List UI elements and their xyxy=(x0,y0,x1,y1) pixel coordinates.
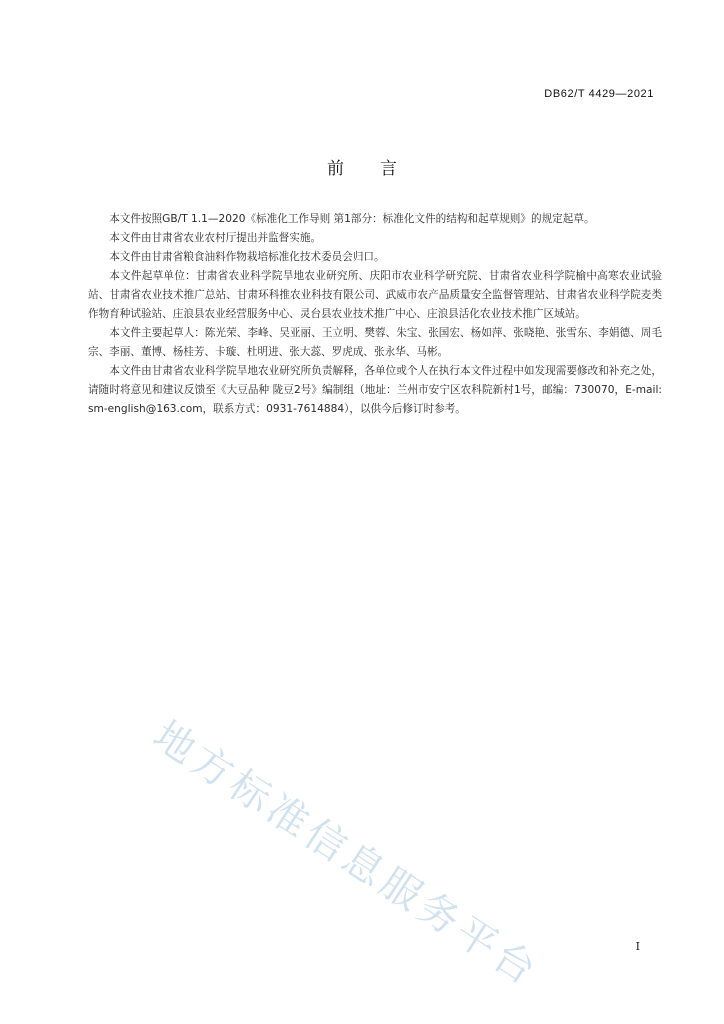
document-code: DB62/T 4429—2021 xyxy=(544,88,654,100)
paragraph-technical-committee: 本文件由甘肃省粮食油料作物栽培标准化技术委员会归口。 xyxy=(109,251,385,263)
paragraph-drafting-basis: 本文件按照GB/T 1.1—2020《标准化工作导则 第1部分：标准化文件的结构和起草规则》的规定起草。 xyxy=(109,213,595,225)
watermark-text: 地方标准信息服务平台 xyxy=(145,712,548,997)
section-title: 前言 xyxy=(327,159,433,179)
foreword-body xyxy=(88,210,662,419)
paragraph-drafting-units: 本文件起草单位：甘肃省农业科学院旱地农业研究所、庆阳市农业科学研究院、甘肃省农业科学院榆中高寒农业试验站、甘肃省农业技术推广总站、甘肃环科推农业科技有限公司、武威市农产品质量安全监督管理站、甘肃省农业科学院麦类作物育种试验站、庄浪县农业经营服务中心、灵台县农业技术推广中心、庄浪县活化农业技术推广区域站。 xyxy=(88,270,662,320)
paragraph-proposer: 本文件由甘肃省农业农村厅提出并监督实施。 xyxy=(109,232,322,244)
paragraph-interpretation: 本文件由甘肃省农业科学院旱地农业研究所负责解释，各单位或个人在执行本文件过程中如发现需要修改和补充之处，请随时将意见和建议反馈至《大豆品种 陇豆2号》编制组（地址：兰州市安宁区农科院新村1号，邮编：730070，E-mail: sm-english@163.com，联系方式：0931-7614884），以供今后修订时参考。 xyxy=(88,365,662,415)
paragraph-drafters: 本文件主要起草人：陈光荣、李峰、吴亚丽、王立明、樊蓉、朱宝、张国宏、杨如萍、张晓艳、张雪东、李娟德、周毛宗、李丽、董博、杨桂芳、卡璇、杜明进、张大蕊、罗虎成、张永华、马彬。 xyxy=(88,327,662,358)
page-number: I xyxy=(635,940,640,953)
